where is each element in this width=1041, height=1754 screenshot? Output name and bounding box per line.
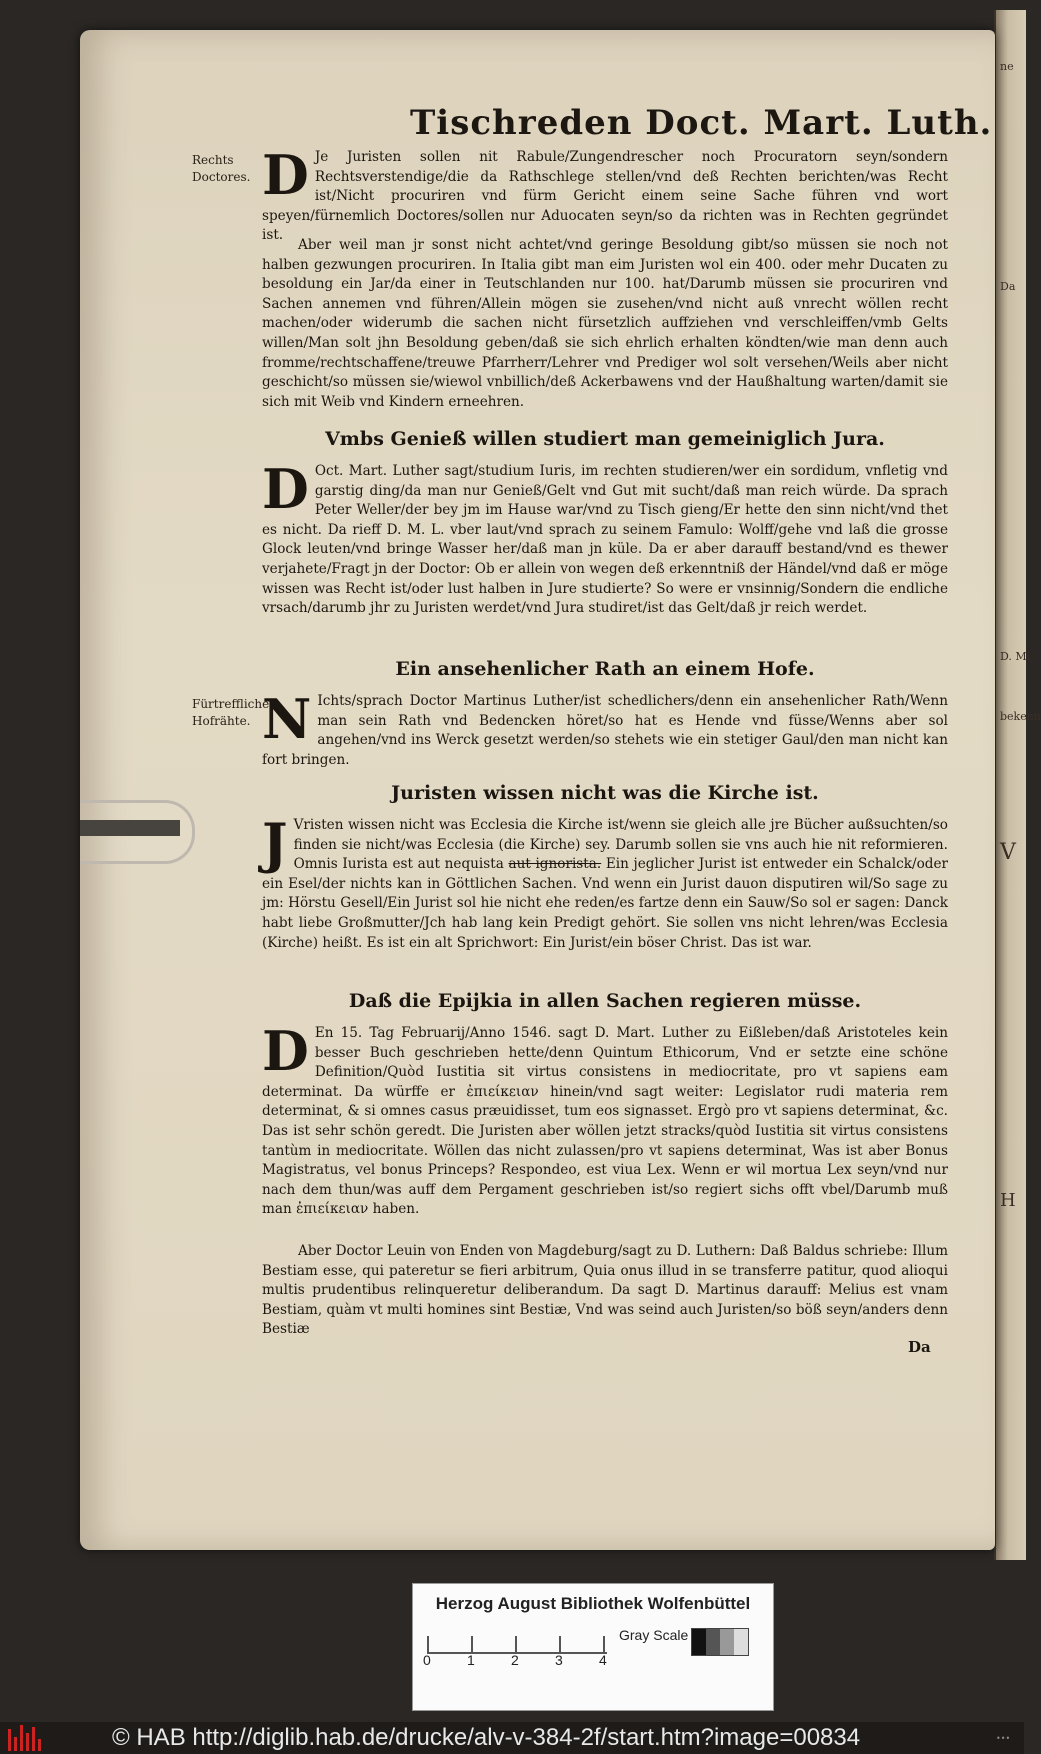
scale-ruler	[427, 1632, 607, 1654]
dropcap: J	[262, 811, 288, 875]
gray-swatch	[692, 1629, 706, 1655]
viewer-footer	[0, 1722, 1024, 1754]
paragraph-2: Aber weil man jr sonst nicht achtet/vnd geringe Besoldung gibt/so müssen sie noch not halben gezwungen procuriren. In Italia gibt man eim Juristen wol ein 400. oder mehr Ducaten zu besoldung ein Jar/da einer in Teutschlanden nur 100. hat/Darumb müssen sie procuriren vnd Sachen annemen vnd führen/Allein mögen sie zusehen/vnd nicht auß vnrecht wöllen recht machen/oder widerumb die sachen nicht fürsetzlich auffziehen vnd verschleiffen/vmb Gelts willen/Man solt jhn Besoldung geben/daß sie sich ehrlich erhalten köndten/wie man denn auch fromme/rechtschaffene/treuwe Pfarrherr/Lehrer vnd Prediger wol solt versehen/Weils aber nicht geschicht/so müssen sie/wiewol vnbillich/deß Ackerbawens vnd der Haußhaltung warten/damit sie sich mit Weib vnd Kindern erneehren.	[262, 237, 948, 410]
adjacent-page-fragment: V	[1000, 840, 1016, 865]
gray-swatch	[734, 1629, 748, 1655]
dropcap: N	[262, 687, 312, 751]
section-heading-genies: Vmbs Genieß willen studiert man gemeiniglich Jura.	[325, 428, 885, 450]
paragraph-text: Oct. Mart. Luther sagt/studium Iuris, im rechten studieren/wer ein sordidum, vnfletig vnd garstig ding/da man nur Genieß/Gelt vnd Gut mit sucht/daß man reich würde. Da sprach Peter Weller/der bey jm im Hause war/vnd zu Tisch gieng/Er hette den sinn nicht/vnd thet es nicht. Da rieff D. M. L. vber laut/vnd sprach zu seinem Famulo: Wolff/gehe vnd laß die grosse Glock leuten/vnd bringe Wasser her/daß man jn küle. Da er aber darauff bestand/vnd es thewer verjahete/Fragt jn der Doctor: Ob er allein von wegen deß erkenntniß der Händel/vnd daß er möge wissen was Recht ist/oder lust halben in Jure studierte? So were er vnsinnig/Sondern die endliche vrsach/darumb jhr zu Juristen werdet/vnd Jura studiret/ist das Gelt/daß jr reich werdet.	[262, 463, 948, 617]
dropcap: D	[262, 457, 309, 521]
paragraph-1	[262, 143, 948, 246]
gray-scale-swatch	[691, 1628, 749, 1656]
paragraph-5	[262, 811, 948, 953]
paragraph-7: Aber Doctor Leuin von Enden von Magdeburg/sagt zu D. Luthern: Daß Baldus schriebe: Illum Bestiam esse, qui pateretur se fieri arbitrum, Quia onus illud in se transferre patitur, quod alioqui multis prudentibus relinqueretur deliberandum. Da sagt D. Martinus darauff: Melius est vnam Bestiam, quàm vt multi homines sint Bestiæ, Vnd was seind auch Juristen/so böß seyn/anders denn Bestiæ	[262, 1243, 948, 1338]
adjacent-page-fragment: H	[1000, 1190, 1016, 1211]
hab-logo-icon	[8, 1725, 44, 1751]
ruler-tick	[559, 1636, 561, 1652]
paragraph-text: Ein jeglicher Jurist ist entweder ein Schalck/oder ein Esel/der nichts kan in Göttlichen Sachen. Vnd wenn ein Jurist dauon disputiren wil/So sage zu jm: Hörstu Gesell/Ein Jurist sol hie nicht ehe reden/es fartze denn ein Sauw/So sol er sagen: Danck habt liebe Großmutter/Jch hab lang kein Predigt gehört. Sie sollen vns nicht lehren/was Ecclesia (Kirche) heißt. Es ist ein alt Sprichwort: Ein Jurist/ein böser Christ. Das ist war.	[262, 856, 948, 951]
ruler-tick	[471, 1636, 473, 1652]
paragraph-text: Je Juristen sollen nit Rabule/Zungendrescher noch Procuratorn seyn/sondern Rechtsverstendige/die da Rathschlege stellen/vnd deß Rechten berichten/was Recht ist/Nicht procuriren vnd fürm Gericht einem seine Sache führen vnd wort speyen/fürnemlich Doctores/sollen nur Aduocaten seyn/so da richten was in Rechten gegründet ist.	[262, 149, 948, 244]
dropcap: D	[262, 143, 309, 207]
paragraph-text: Vristen wissen nicht was Ecclesia die Kirche ist/wenn sie gleich alle jre Bücher außsuchten/so finden sie nicht/was Ecclesia (die Kirche) sey. Darumb sollen sie vns auch hie nit reformieren. Omnis Iurista est aut nequista	[293, 817, 948, 873]
footer-dots: •••	[996, 1734, 1011, 1743]
adjacent-page-fragment: D. Mi.	[1000, 650, 1034, 663]
ruler-number: 1	[467, 1652, 475, 1668]
ruler-tick	[603, 1636, 605, 1652]
adjacent-page-fragment: Da	[1000, 280, 1016, 293]
ruler-number: 2	[511, 1652, 519, 1668]
adjacent-page-fragment: bekenn	[1000, 710, 1041, 723]
section-heading-epijkia: Daß die Epijkia in allen Sachen regieren müsse.	[348, 990, 862, 1012]
gray-swatch	[720, 1629, 734, 1655]
ruler-tick	[515, 1636, 517, 1652]
margin-note-hofraehte: Fürtreffliche Hofrähte.	[192, 697, 270, 728]
running-header-title: Tischreden Doct. Mart. Luth.	[410, 103, 993, 143]
library-color-card	[412, 1583, 774, 1711]
ruler-number: 0	[423, 1652, 431, 1668]
paragraph-4	[262, 687, 948, 770]
ruler-number: 4	[599, 1652, 607, 1668]
ruler-tick	[427, 1636, 429, 1652]
struck-text: aut ignorista.	[508, 856, 602, 873]
margin-note-rechts-doctores: Rechts Doctores.	[192, 153, 251, 184]
section-heading-juristen: Juristen wissen nicht was die Kirche ist.	[391, 782, 819, 804]
paragraph-6	[262, 1019, 948, 1220]
dropcap: D	[262, 1019, 309, 1083]
gray-scale-label: Gray Scale	[619, 1627, 689, 1643]
adjacent-page-edge	[994, 10, 1041, 1560]
ruler-number: 3	[555, 1652, 563, 1668]
page-clip	[80, 800, 195, 864]
library-name: Herzog August Bibliothek Wolfenbüttel	[435, 1594, 751, 1613]
adjacent-page-fragment: ne	[1000, 60, 1014, 73]
section-heading-rath: Ein ansehenlicher Rath an einem Hofe.	[395, 658, 815, 680]
paragraph-3	[262, 457, 948, 619]
gray-swatch	[706, 1629, 720, 1655]
catchword: Da	[908, 1338, 931, 1356]
paragraph-text: En 15. Tag Februarij/Anno 1546. sagt D. Mart. Luther zu Eißleben/daß Aristoteles kein besser Buch geschrieben hette/denn Quintum Ethicorum, Vnd er setzte eine schöne Definition/Quòd Iustitia sit virtus consistens in mediocritate, pro vt sapiens eam determinat. Da würffe er ἐπιείκειαν hinein/vnd sagt weiter: Legislator rudi materia rem determinat, & si omnes casus præuidisset, tum eos signasset. Ergò pro vt sapiens determinat, &c. Das ist sehr schön geredt. Die Juristen aber wöllen jetzt stracks/quòd Iustitia sit virtus consistens tantùm in mediocritate. Wöllen das nicht zulassen/pro vt sapiens determinat, Was ist aber Bonus Magistratus, vel bonus Princeps? Respondeo, est viua Lex. Wenn er wil mortua Lex seyn/vnd nur nach dem thun/was auff dem Pergament geschrieben ist/so regiert sichs offt vbel/Darumb muß man ἐπιείκειαν haben.	[262, 1025, 948, 1218]
source-link[interactable]: © HAB http://diglib.hab.de/drucke/alv-v-384-2f/start.htm?image=00834	[112, 1724, 861, 1751]
paragraph-text: Ichts/sprach Doctor Martinus Luther/ist schedlichers/denn ein ansehenlicher Rath/Wenn man sein Rath vnd Bedencken höret/so hat es Hende vnd füsse/Wenns aber sol angehen/vnd ins Werck gesetzt werden/so stehets wie ein stetiger Gaul/den man nicht kan fort bringen.	[262, 693, 948, 768]
